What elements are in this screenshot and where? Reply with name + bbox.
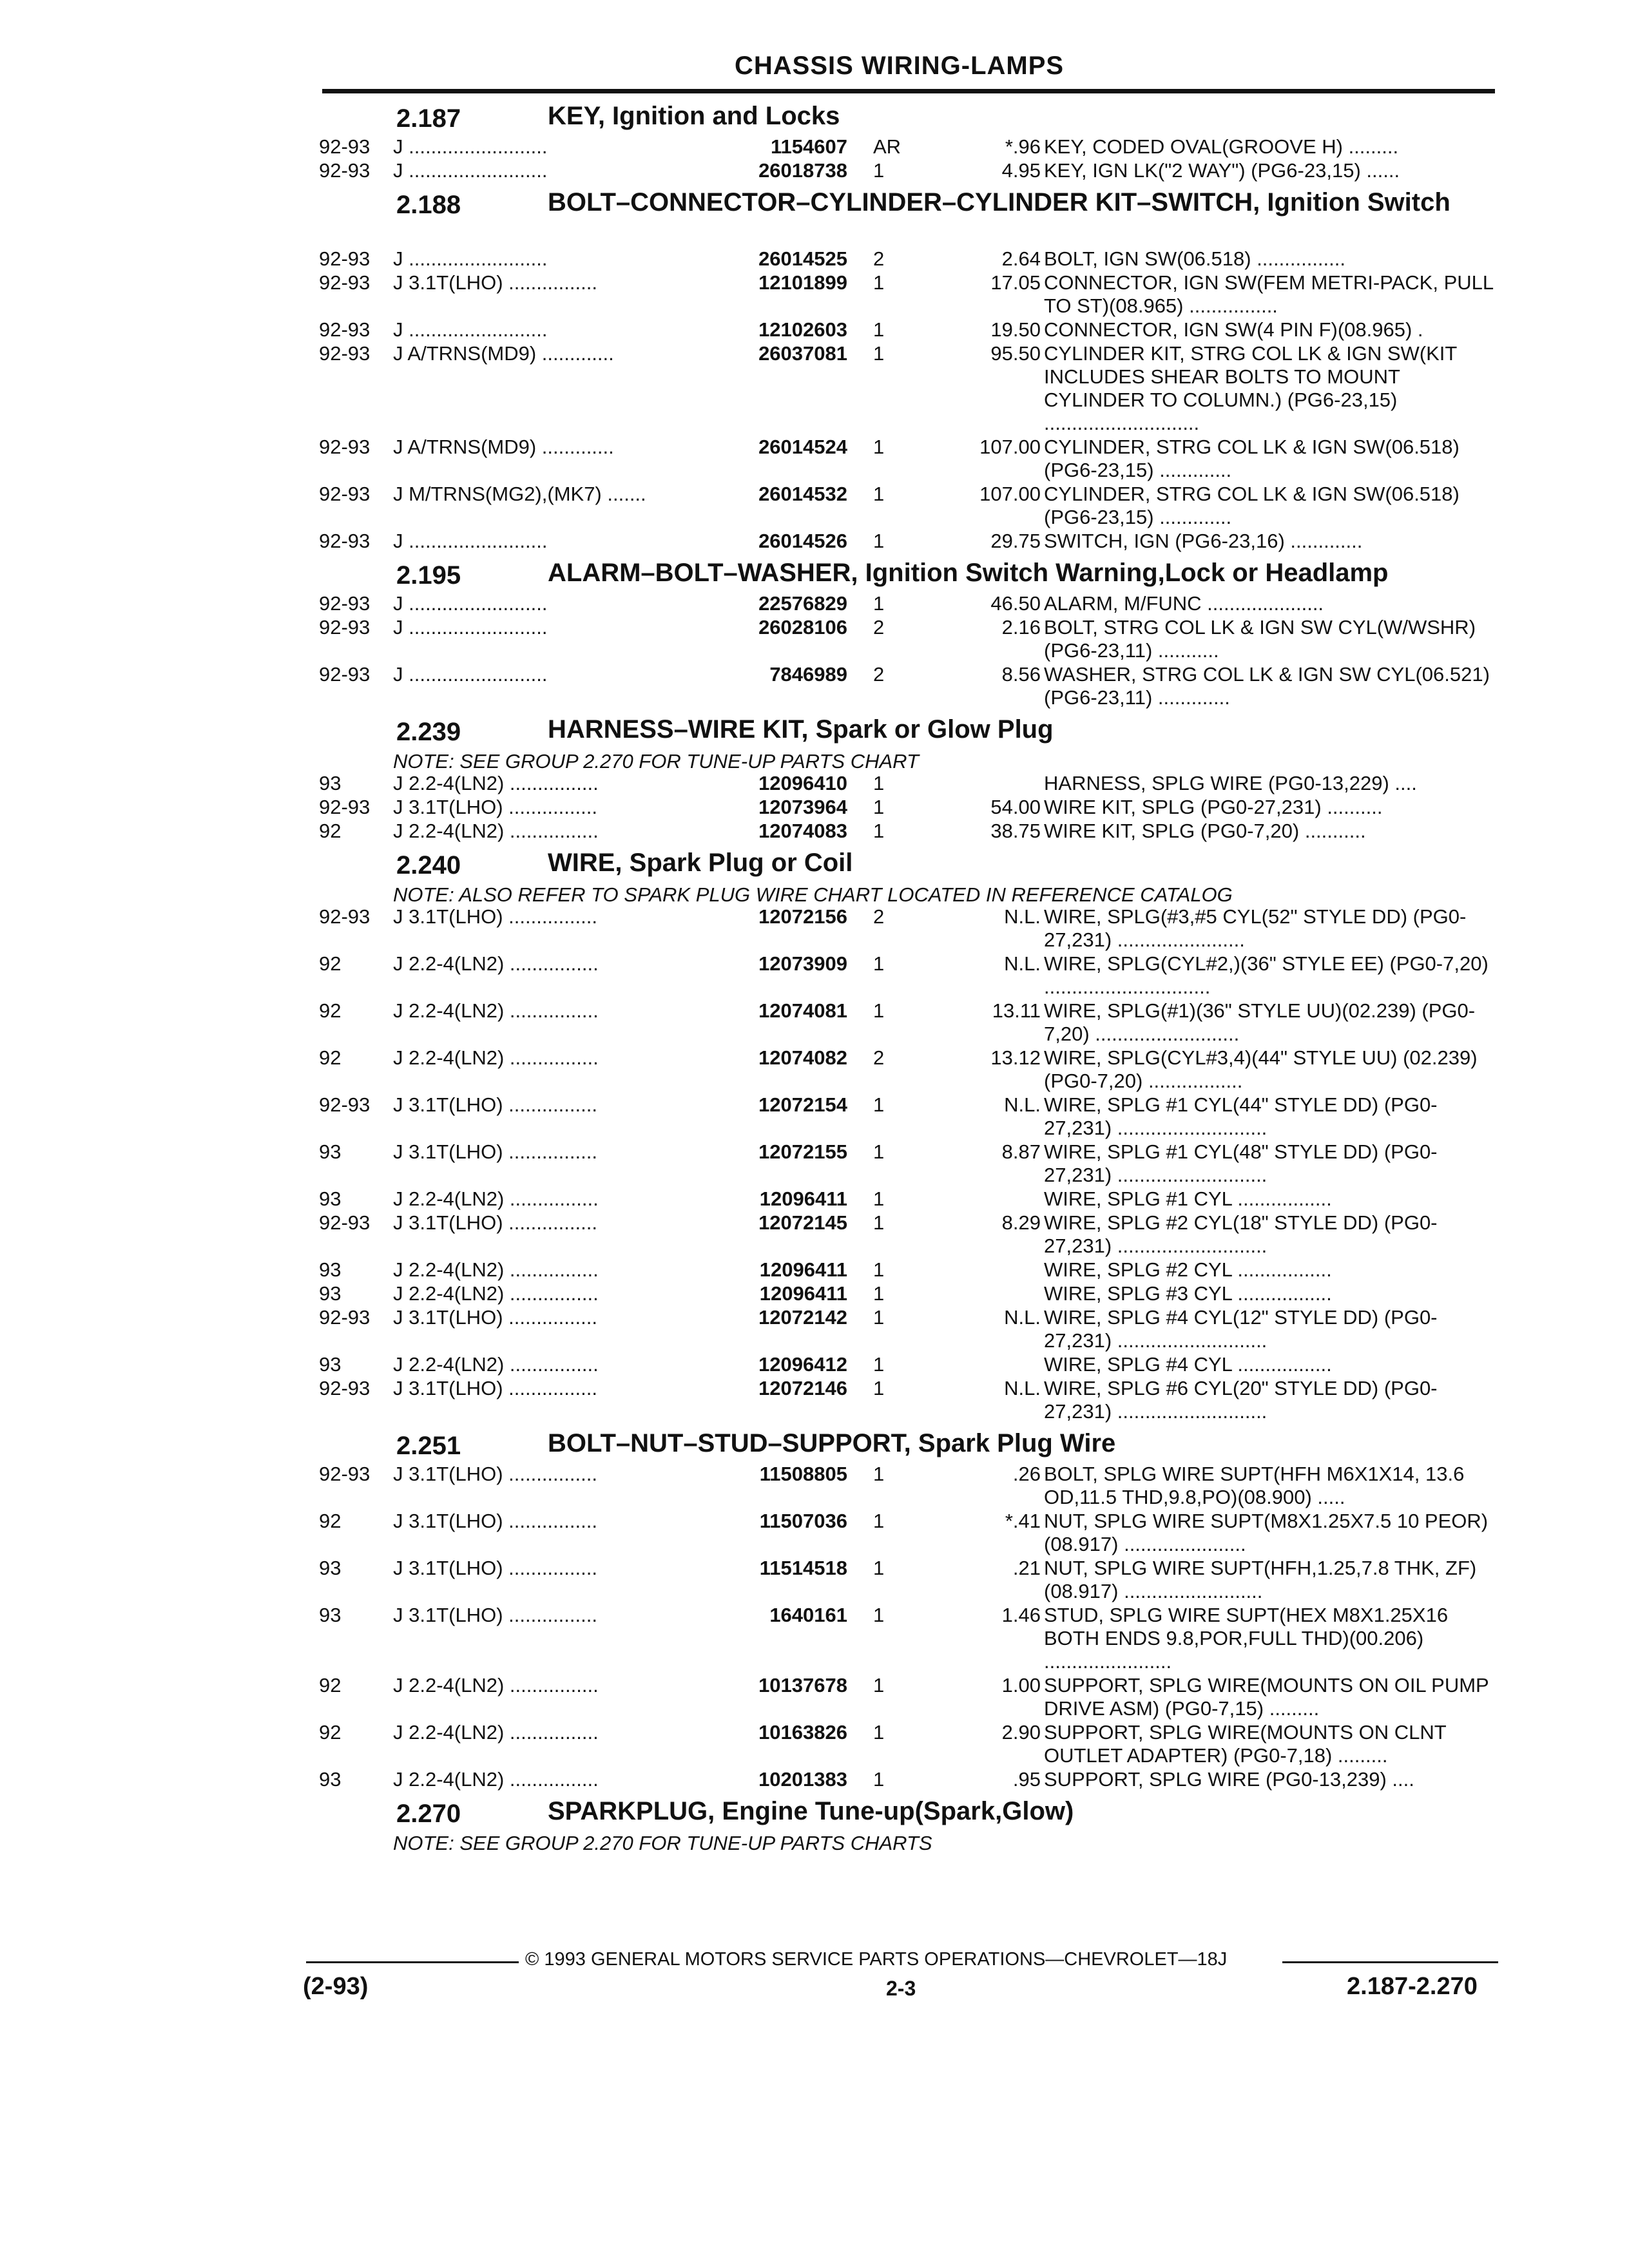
price: 4.95 <box>1001 159 1041 182</box>
model-years: 93 <box>319 1140 342 1163</box>
model-application: J 2.2-4(LN2) ................ <box>393 820 599 842</box>
quantity: 1 <box>873 1306 885 1329</box>
model-years: 93 <box>319 1604 342 1626</box>
part-description: WIRE, SPLG #3 CYL ................. <box>1044 1282 1332 1305</box>
model-years: 92-93 <box>319 342 371 365</box>
part-description: STUD, SPLG WIRE SUPT(HEX M8X1.25X16 BOTH ENDS 9.8,POR,FULL THD)(00.206) ....................... <box>1044 1604 1449 1673</box>
part-row <box>319 1557 1498 1604</box>
part-number: 12096411 <box>759 1187 847 1210</box>
part-description: WIRE, SPLG #1 CYL ................. <box>1044 1187 1332 1210</box>
model-years: 92 <box>319 1510 342 1532</box>
price: N.L. <box>1004 905 1041 928</box>
model-years: 92-93 <box>319 592 371 615</box>
model-years: 93 <box>319 1282 342 1305</box>
part-description: NUT, SPLG WIRE SUPT(HFH,1.25,7.8 THK, ZF)(08.917) ......................... <box>1044 1557 1477 1602</box>
quantity: 1 <box>873 1557 885 1579</box>
part-row <box>319 616 1498 663</box>
price: N.L. <box>1004 952 1041 975</box>
price: 107.00 <box>979 483 1041 505</box>
model-years: 92-93 <box>319 318 371 341</box>
part-number: 11507036 <box>759 1510 847 1532</box>
price: .95 <box>1012 1768 1041 1791</box>
model-years: 93 <box>319 1353 342 1376</box>
quantity: 1 <box>873 1353 885 1376</box>
model-application: J ......................... <box>393 159 548 182</box>
model-application: J ......................... <box>393 135 548 158</box>
model-application: J ......................... <box>393 318 548 341</box>
part-description: WIRE, SPLG #2 CYL ................. <box>1044 1258 1332 1281</box>
note-text: NOTE: ALSO REFER TO SPARK PLUG WIRE CHART LOCATED IN REFERENCE CATALOG <box>393 883 1233 906</box>
section-heading <box>319 1792 1498 1831</box>
price: 2.16 <box>1001 616 1041 639</box>
part-description: BOLT, IGN SW(06.518) ................ <box>1044 247 1345 270</box>
part-description: SWITCH, IGN (PG6-23,16) ............. <box>1044 530 1363 552</box>
part-description: WASHER, STRG COL LK & IGN SW CYL(06.521) (PG6-23,11) ............. <box>1044 663 1490 709</box>
part-row <box>319 1211 1498 1258</box>
part-row <box>319 952 1498 999</box>
price: N.L. <box>1004 1306 1041 1329</box>
section-title: BOLT–NUT–STUD–SUPPORT, Spark Plug Wire <box>548 1429 1116 1457</box>
section-heading <box>319 1424 1498 1463</box>
copyright-notice: © 1993 GENERAL MOTORS SERVICE PARTS OPERATIONS—CHEVROLET—18J <box>525 1949 1228 1970</box>
model-application: J 3.1T(LHO) ................ <box>393 796 597 818</box>
part-row <box>319 820 1498 843</box>
part-row <box>319 1140 1498 1187</box>
model-application: J 3.1T(LHO) ................ <box>393 271 597 294</box>
quantity: 1 <box>873 1093 885 1116</box>
quantity: 1 <box>873 952 885 975</box>
model-application: J 2.2-4(LN2) ................ <box>393 1721 599 1744</box>
part-description: WIRE, SPLG #1 CYL(44" STYLE DD) (PG0-27,231) ........................... <box>1044 1093 1438 1139</box>
note-text: NOTE: SEE GROUP 2.270 FOR TUNE-UP PARTS CHARTS <box>393 1832 932 1854</box>
section-note <box>319 882 1498 905</box>
price: 2.90 <box>1001 1721 1041 1744</box>
quantity: 1 <box>873 1258 885 1281</box>
model-application: J 3.1T(LHO) ................ <box>393 1604 597 1626</box>
part-description: CYLINDER KIT, STRG COL LK & IGN SW(KIT INCLUDES SHEAR BOLTS TO MOUNT CYLINDER TO COLUMN.) (PG6-23,15) ............................ <box>1044 342 1457 434</box>
section-number: 2.195 <box>396 561 461 590</box>
model-application: J 3.1T(LHO) ................ <box>393 905 597 928</box>
model-application: J ......................... <box>393 592 548 615</box>
section-heading <box>319 97 1498 135</box>
model-years: 92-93 <box>319 159 371 182</box>
part-row <box>319 1377 1498 1424</box>
model-application: J M/TRNS(MG2),(MK7) ....... <box>393 483 646 505</box>
model-application: J ......................... <box>393 530 548 552</box>
quantity: AR <box>873 135 901 158</box>
part-number: 12102603 <box>758 318 847 341</box>
model-years: 92-93 <box>319 530 371 552</box>
part-row <box>319 772 1498 796</box>
part-description: KEY, IGN LK("2 WAY") (PG6-23,15) ...... <box>1044 159 1400 182</box>
section-heading <box>319 553 1498 592</box>
part-row <box>319 1187 1498 1211</box>
model-application: J A/TRNS(MD9) ............. <box>393 436 614 458</box>
part-number: 26014525 <box>758 247 847 270</box>
part-row <box>319 592 1498 616</box>
part-row <box>319 247 1498 271</box>
model-application: J 2.2-4(LN2) ................ <box>393 772 599 794</box>
model-years: 92 <box>319 999 342 1022</box>
model-years: 92-93 <box>319 905 371 928</box>
section-number: 2.188 <box>396 191 461 219</box>
model-application: J 3.1T(LHO) ................ <box>393 1463 597 1485</box>
quantity: 1 <box>873 530 885 552</box>
price: N.L. <box>1004 1377 1041 1399</box>
part-number: 1640161 <box>769 1604 847 1626</box>
price: 107.00 <box>979 436 1041 458</box>
part-description: SUPPORT, SPLG WIRE (PG0-13,239) .... <box>1044 1768 1414 1791</box>
part-row <box>319 159 1498 183</box>
model-application: J 3.1T(LHO) ................ <box>393 1377 597 1399</box>
part-number: 7846989 <box>769 663 847 686</box>
price: 29.75 <box>990 530 1041 552</box>
model-application: J 2.2-4(LN2) ................ <box>393 1187 599 1210</box>
part-number: 10201383 <box>758 1768 847 1791</box>
quantity: 1 <box>873 318 885 341</box>
price: 8.56 <box>1001 663 1041 686</box>
part-description: WIRE, SPLG #1 CYL(48" STYLE DD) (PG0-27,231) ........................... <box>1044 1140 1438 1186</box>
part-row <box>319 663 1498 710</box>
part-description: SUPPORT, SPLG WIRE(MOUNTS ON OIL PUMP DRIVE ASM) (PG0-7,15) ......... <box>1044 1674 1489 1720</box>
section-title: BOLT–CONNECTOR–CYLINDER–CYLINDER KIT–SWITCH, Ignition Switch <box>548 188 1451 216</box>
model-application: J 2.2-4(LN2) ................ <box>393 1674 599 1696</box>
part-number: 12072142 <box>758 1306 847 1329</box>
part-description: KEY, CODED OVAL(GROOVE H) ......... <box>1044 135 1399 158</box>
quantity: 1 <box>873 1140 885 1163</box>
part-number: 26014532 <box>758 483 847 505</box>
model-application: J 2.2-4(LN2) ................ <box>393 1258 599 1281</box>
part-number: 22576829 <box>758 592 847 615</box>
model-years: 92-93 <box>319 1463 371 1485</box>
model-years: 92-93 <box>319 1306 371 1329</box>
part-row <box>319 1463 1498 1510</box>
section-heading <box>319 710 1498 749</box>
part-description: BOLT, SPLG WIRE SUPT(HFH M6X1X14, 13.6 OD,11.5 THD,9.8,PO)(08.900) ..... <box>1044 1463 1465 1508</box>
section-title: WIRE, Spark Plug or Coil <box>548 849 853 877</box>
model-years: 93 <box>319 1187 342 1210</box>
price: 1.00 <box>1001 1674 1041 1696</box>
part-row <box>319 483 1498 530</box>
quantity: 1 <box>873 1674 885 1696</box>
model-application: J 2.2-4(LN2) ................ <box>393 1353 599 1376</box>
quantity: 1 <box>873 820 885 842</box>
quantity: 1 <box>873 483 885 505</box>
part-description: WIRE, SPLG #2 CYL(18" STYLE DD) (PG0-27,231) ........................... <box>1044 1211 1438 1257</box>
quantity: 1 <box>873 1510 885 1532</box>
part-number: 11514518 <box>759 1557 847 1579</box>
quantity: 1 <box>873 1768 885 1791</box>
price: N.L. <box>1004 1093 1041 1116</box>
model-years: 92 <box>319 820 342 842</box>
model-application: J ......................... <box>393 247 548 270</box>
page-number: 2-3 <box>886 1977 916 2000</box>
section-number: 2.187 <box>396 104 461 133</box>
quantity: 1 <box>873 342 885 365</box>
part-description: ALARM, M/FUNC ..................... <box>1044 592 1324 615</box>
part-number: 10137678 <box>758 1674 847 1696</box>
part-row <box>319 1353 1498 1377</box>
part-description: WIRE, SPLG(#1)(36" STYLE UU)(02.239) (PG0-7,20) .......................... <box>1044 999 1476 1045</box>
part-number: 11508805 <box>759 1463 847 1485</box>
model-years: 93 <box>319 772 342 794</box>
part-row <box>319 436 1498 483</box>
section-note <box>319 749 1498 772</box>
part-number: 12096412 <box>758 1353 847 1376</box>
model-years: 92 <box>319 1046 342 1069</box>
quantity: 2 <box>873 616 885 639</box>
section-heading <box>319 183 1498 247</box>
price: 19.50 <box>990 318 1041 341</box>
part-description: HARNESS, SPLG WIRE (PG0-13,229) .... <box>1044 772 1417 794</box>
model-years: 93 <box>319 1768 342 1791</box>
part-number: 26014524 <box>758 436 847 458</box>
model-application: J 3.1T(LHO) ................ <box>393 1510 597 1532</box>
part-number: 12072154 <box>758 1093 847 1116</box>
quantity: 1 <box>873 1282 885 1305</box>
part-number: 12074083 <box>758 820 847 842</box>
price: 46.50 <box>990 592 1041 615</box>
model-years: 92-93 <box>319 663 371 686</box>
part-number: 26037081 <box>758 342 847 365</box>
quantity: 1 <box>873 796 885 818</box>
price: *.41 <box>1005 1510 1041 1532</box>
part-description: WIRE KIT, SPLG (PG0-27,231) .......... <box>1044 796 1383 818</box>
page-header-title: CHASSIS WIRING-LAMPS <box>735 52 1065 80</box>
quantity: 1 <box>873 1187 885 1210</box>
part-row <box>319 1258 1498 1282</box>
part-description: WIRE, SPLG #6 CYL(20" STYLE DD) (PG0-27,231) ........................... <box>1044 1377 1438 1423</box>
part-row <box>319 135 1498 159</box>
part-description: WIRE, SPLG(CYL#2,)(36" STYLE EE) (PG0-7,20) .............................. <box>1044 952 1489 998</box>
quantity: 2 <box>873 1046 885 1069</box>
part-number: 12096411 <box>759 1282 847 1305</box>
model-years: 92 <box>319 1674 342 1696</box>
part-number: 26028106 <box>758 616 847 639</box>
price: 13.11 <box>992 999 1041 1022</box>
quantity: 1 <box>873 436 885 458</box>
part-number: 12072145 <box>758 1211 847 1234</box>
part-number: 1154607 <box>771 135 847 158</box>
part-number: 12072146 <box>758 1377 847 1399</box>
model-application: J ......................... <box>393 663 548 686</box>
price: *.96 <box>1005 135 1041 158</box>
model-application: J ......................... <box>393 616 548 639</box>
part-row <box>319 905 1498 952</box>
section-number: 2.240 <box>396 851 461 879</box>
model-years: 93 <box>319 1557 342 1579</box>
quantity: 1 <box>873 159 885 182</box>
price: 8.87 <box>1001 1140 1041 1163</box>
part-row <box>319 1046 1498 1093</box>
part-description: WIRE, SPLG #4 CYL ................. <box>1044 1353 1332 1376</box>
model-application: J 3.1T(LHO) ................ <box>393 1557 597 1579</box>
price: 13.12 <box>990 1046 1041 1069</box>
quantity: 1 <box>873 1463 885 1485</box>
quantity: 1 <box>873 1211 885 1234</box>
part-row <box>319 1604 1498 1674</box>
model-years: 92-93 <box>319 1093 371 1116</box>
part-description: WIRE KIT, SPLG (PG0-7,20) ........... <box>1044 820 1366 842</box>
model-years: 92 <box>319 1721 342 1744</box>
quantity: 2 <box>873 663 885 686</box>
part-row <box>319 1510 1498 1557</box>
part-row <box>319 1768 1498 1792</box>
part-number: 12074081 <box>758 999 847 1022</box>
header-rule <box>322 89 1495 93</box>
quantity: 2 <box>873 247 885 270</box>
part-row <box>319 1721 1498 1768</box>
model-application: J 3.1T(LHO) ................ <box>393 1140 597 1163</box>
price: 17.05 <box>990 271 1041 294</box>
section-heading <box>319 843 1498 882</box>
part-description: WIRE, SPLG(CYL#3,4)(44" STYLE UU) (02.239) (PG0-7,20) ................. <box>1044 1046 1478 1092</box>
model-application: J 3.1T(LHO) ................ <box>393 1093 597 1116</box>
model-application: J 2.2-4(LN2) ................ <box>393 1282 599 1305</box>
part-row <box>319 796 1498 820</box>
part-description: CONNECTOR, IGN SW(FEM METRI-PACK, PULL TO ST)(08.965) ................ <box>1044 271 1493 317</box>
model-years: 92-93 <box>319 271 371 294</box>
model-application: J 3.1T(LHO) ................ <box>393 1306 597 1329</box>
part-number: 12072155 <box>758 1140 847 1163</box>
part-number: 12074082 <box>758 1046 847 1069</box>
model-application: J 2.2-4(LN2) ................ <box>393 999 599 1022</box>
part-description: NUT, SPLG WIRE SUPT(M8X1.25X7.5 10 PEOR)(08.917) ...................... <box>1044 1510 1489 1555</box>
part-row <box>319 1282 1498 1306</box>
model-application: J A/TRNS(MD9) ............. <box>393 342 614 365</box>
part-description: CYLINDER, STRG COL LK & IGN SW(06.518) (PG6-23,15) ............. <box>1044 483 1460 528</box>
part-row <box>319 1306 1498 1353</box>
model-years: 92-93 <box>319 483 371 505</box>
quantity: 1 <box>873 592 885 615</box>
part-number: 12073964 <box>758 796 847 818</box>
part-number: 26014526 <box>758 530 847 552</box>
quantity: 1 <box>873 1604 885 1626</box>
footer-rule-right <box>1282 1961 1498 1963</box>
price: 1.46 <box>1001 1604 1041 1626</box>
price: 38.75 <box>990 820 1041 842</box>
part-description: CYLINDER, STRG COL LK & IGN SW(06.518) (PG6-23,15) ............. <box>1044 436 1460 481</box>
part-row <box>319 271 1498 318</box>
model-years: 92-93 <box>319 616 371 639</box>
model-years: 92-93 <box>319 135 371 158</box>
part-description: BOLT, STRG COL LK & IGN SW CYL(W/WSHR) (PG6-23,11) ........... <box>1044 616 1476 662</box>
part-number: 26018738 <box>758 159 847 182</box>
section-number: 2.239 <box>396 718 461 746</box>
model-years: 92 <box>319 952 342 975</box>
price: .26 <box>1012 1463 1041 1485</box>
revision-date: (2-93) <box>303 1973 369 2000</box>
part-description: CONNECTOR, IGN SW(4 PIN F)(08.965) . <box>1044 318 1423 341</box>
section-note <box>319 1831 1498 1854</box>
price: 8.29 <box>1001 1211 1041 1234</box>
part-row <box>319 1674 1498 1721</box>
section-title: ALARM–BOLT–WASHER, Ignition Switch Warning,Lock or Headlamp <box>548 559 1389 587</box>
model-application: J 2.2-4(LN2) ................ <box>393 1046 599 1069</box>
model-years: 93 <box>319 1258 342 1281</box>
part-number: 12096410 <box>758 772 847 794</box>
model-years: 92-93 <box>319 436 371 458</box>
section-number: 2.270 <box>396 1800 461 1828</box>
model-years: 92-93 <box>319 1377 371 1399</box>
part-description: SUPPORT, SPLG WIRE(MOUNTS ON CLNT OUTLET ADAPTER) (PG0-7,18) ......... <box>1044 1721 1447 1767</box>
group-range: 2.187-2.270 <box>1347 1973 1478 2000</box>
price: 2.64 <box>1001 247 1041 270</box>
quantity: 1 <box>873 999 885 1022</box>
part-number: 12101899 <box>758 271 847 294</box>
model-application: J 2.2-4(LN2) ................ <box>393 1768 599 1791</box>
part-row <box>319 530 1498 553</box>
part-number: 10163826 <box>758 1721 847 1744</box>
quantity: 1 <box>873 772 885 794</box>
part-row <box>319 342 1498 436</box>
model-years: 92-93 <box>319 796 371 818</box>
part-number: 12072156 <box>758 905 847 928</box>
model-years: 92-93 <box>319 1211 371 1234</box>
footer-rule-left <box>306 1961 519 1963</box>
parts-listing <box>319 97 1498 1854</box>
model-application: J 2.2-4(LN2) ................ <box>393 952 599 975</box>
price: .21 <box>1012 1557 1041 1579</box>
part-row <box>319 1093 1498 1140</box>
part-row <box>319 999 1498 1046</box>
price: 54.00 <box>990 796 1041 818</box>
part-description: WIRE, SPLG(#3,#5 CYL(52" STYLE DD) (PG0-27,231) ....................... <box>1044 905 1467 951</box>
note-text: NOTE: SEE GROUP 2.270 FOR TUNE-UP PARTS CHART <box>393 750 919 773</box>
part-number: 12073909 <box>758 952 847 975</box>
quantity: 1 <box>873 1721 885 1744</box>
section-title: KEY, Ignition and Locks <box>548 102 840 130</box>
section-title: SPARKPLUG, Engine Tune-up(Spark,Glow) <box>548 1797 1074 1825</box>
quantity: 1 <box>873 1377 885 1399</box>
model-application: J 3.1T(LHO) ................ <box>393 1211 597 1234</box>
model-years: 92-93 <box>319 247 371 270</box>
section-title: HARNESS–WIRE KIT, Spark or Glow Plug <box>548 715 1054 744</box>
price: 95.50 <box>990 342 1041 365</box>
part-description: WIRE, SPLG #4 CYL(12" STYLE DD) (PG0-27,231) ........................... <box>1044 1306 1438 1352</box>
quantity: 1 <box>873 271 885 294</box>
section-number: 2.251 <box>396 1432 461 1460</box>
part-number: 12096411 <box>759 1258 847 1281</box>
quantity: 2 <box>873 905 885 928</box>
part-row <box>319 318 1498 342</box>
